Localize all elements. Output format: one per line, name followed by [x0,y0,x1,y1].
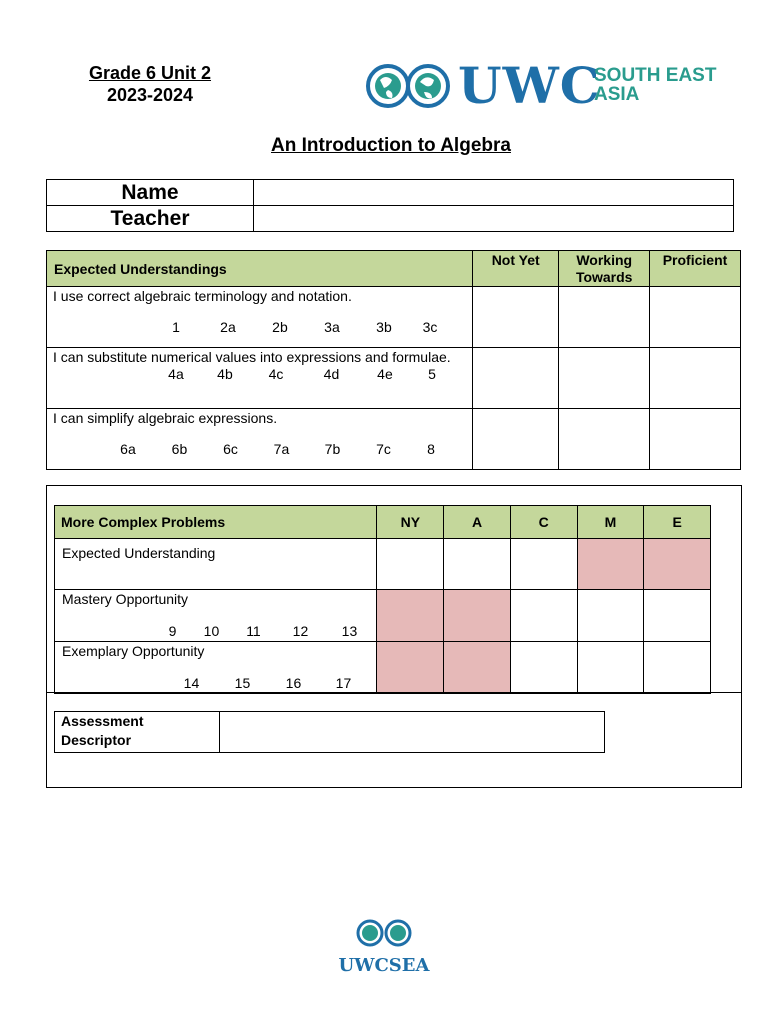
question-code: 6c [223,441,238,457]
uwcsea-logo [366,56,736,116]
header-block [60,62,240,106]
col-not-yet: Not Yet [472,251,558,287]
globes-icon [354,918,414,948]
col-working-towards: Working Towards [559,251,650,287]
checkbox-not-yet[interactable] [472,409,558,470]
teacher-field[interactable] [254,206,734,232]
question-code: 3a [324,319,340,335]
logo-subtitle-line2: ASIA [594,84,640,105]
question-code: 14 [183,675,200,691]
understanding-row [47,348,473,409]
col-m: M [577,506,644,539]
question-code: 12 [292,623,309,639]
checkbox-not-yet[interactable] [472,348,558,409]
assessment-descriptor-field[interactable] [220,712,605,753]
shaded-cell-e [644,539,711,590]
checkbox-working-towards[interactable] [559,409,650,470]
question-code: 3b [376,319,392,335]
exemplary-opportunity-label: Exemplary Opportunity [62,643,205,659]
shaded-cell-a [444,642,511,694]
checkbox-a[interactable] [444,539,511,590]
question-code: 8 [427,441,435,457]
shaded-cell-m [577,539,644,590]
mastery-opportunity-row [55,590,377,642]
question-code: 9 [168,623,177,639]
question-code: 2b [272,319,288,335]
checkbox-m[interactable] [577,642,644,694]
checkbox-proficient[interactable] [650,287,741,348]
name-field[interactable] [254,180,734,206]
assessment-label-line1: Assessment [61,713,144,729]
question-code: 6b [171,441,188,457]
school-year: 2023-2024 [106,85,194,105]
question-code: 13 [341,623,358,639]
expected-understandings-header: Expected Understandings [47,251,473,287]
shaded-cell-a [444,590,511,642]
col-e: E [644,506,711,539]
footer-logo [336,918,432,974]
complex-problems-table [54,505,711,694]
question-code: 5 [428,366,436,382]
question-codes [53,319,466,335]
understanding-row [47,287,473,348]
question-code: 7c [376,441,391,457]
question-code: 15 [234,675,251,691]
shaded-cell-ny [377,642,444,694]
checkbox-m[interactable] [577,590,644,642]
teacher-label: Teacher [47,206,254,232]
question-code: 10 [203,623,220,639]
col-proficient: Proficient [650,251,741,287]
logo-subtitle [594,66,716,104]
checkbox-c[interactable] [510,539,577,590]
globes-icon [366,62,452,112]
question-codes [53,441,466,457]
question-codes [62,675,369,691]
checkbox-working-towards[interactable] [559,287,650,348]
col-c: C [510,506,577,539]
understanding-text: I can substitute numerical values into expressions and formulae. [53,349,451,365]
question-codes [62,623,369,639]
page-title: An Introduction to Algebra [271,135,511,156]
understanding-text: I can simplify algebraic expressions. [53,410,278,426]
checkbox-not-yet[interactable] [472,287,558,348]
question-code: 4e [377,366,393,382]
question-code: 7a [273,441,290,457]
student-info-table [46,179,734,232]
question-code: 6a [120,441,136,457]
checkbox-ny[interactable] [377,539,444,590]
unit-title: Grade 6 Unit 2 [88,63,212,83]
understanding-text: I use correct algebraic terminology and notation. [53,288,352,304]
assessment-descriptor-label [55,712,220,753]
checkbox-e[interactable] [644,642,711,694]
col-a: A [444,506,511,539]
expected-understandings-table [46,250,741,470]
divider [46,692,742,693]
question-codes [53,366,466,382]
checkbox-e[interactable] [644,590,711,642]
question-code: 4d [323,366,340,382]
checkbox-working-towards[interactable] [559,348,650,409]
complex-problems-header: More Complex Problems [55,506,377,539]
question-code: 17 [335,675,352,691]
question-code: 3c [422,319,438,335]
understanding-row [47,409,473,470]
mastery-opportunity-label: Mastery Opportunity [62,591,189,607]
checkbox-proficient[interactable] [650,409,741,470]
question-code: 16 [285,675,302,691]
question-code: 1 [172,319,180,335]
question-code: 4c [268,366,284,382]
expected-understanding-label: Expected Understanding [55,539,377,590]
checkbox-c[interactable] [510,642,577,694]
question-code: 2a [220,319,236,335]
assessment-descriptor-table [54,711,605,753]
col-ny: NY [377,506,444,539]
exemplary-opportunity-row [55,642,377,694]
question-code: 7b [324,441,341,457]
checkbox-c[interactable] [510,590,577,642]
question-code: 4b [217,366,233,382]
footer-logo-text: UWCSEA [338,955,430,976]
checkbox-proficient[interactable] [650,348,741,409]
name-label: Name [47,180,254,206]
question-code: 11 [246,623,261,639]
logo-wordmark: UWC [458,56,601,115]
shaded-cell-ny [377,590,444,642]
logo-subtitle-line1: SOUTH EAST [594,65,717,86]
question-code: 4a [168,366,184,382]
assessment-label-line2: Descriptor [61,732,132,748]
